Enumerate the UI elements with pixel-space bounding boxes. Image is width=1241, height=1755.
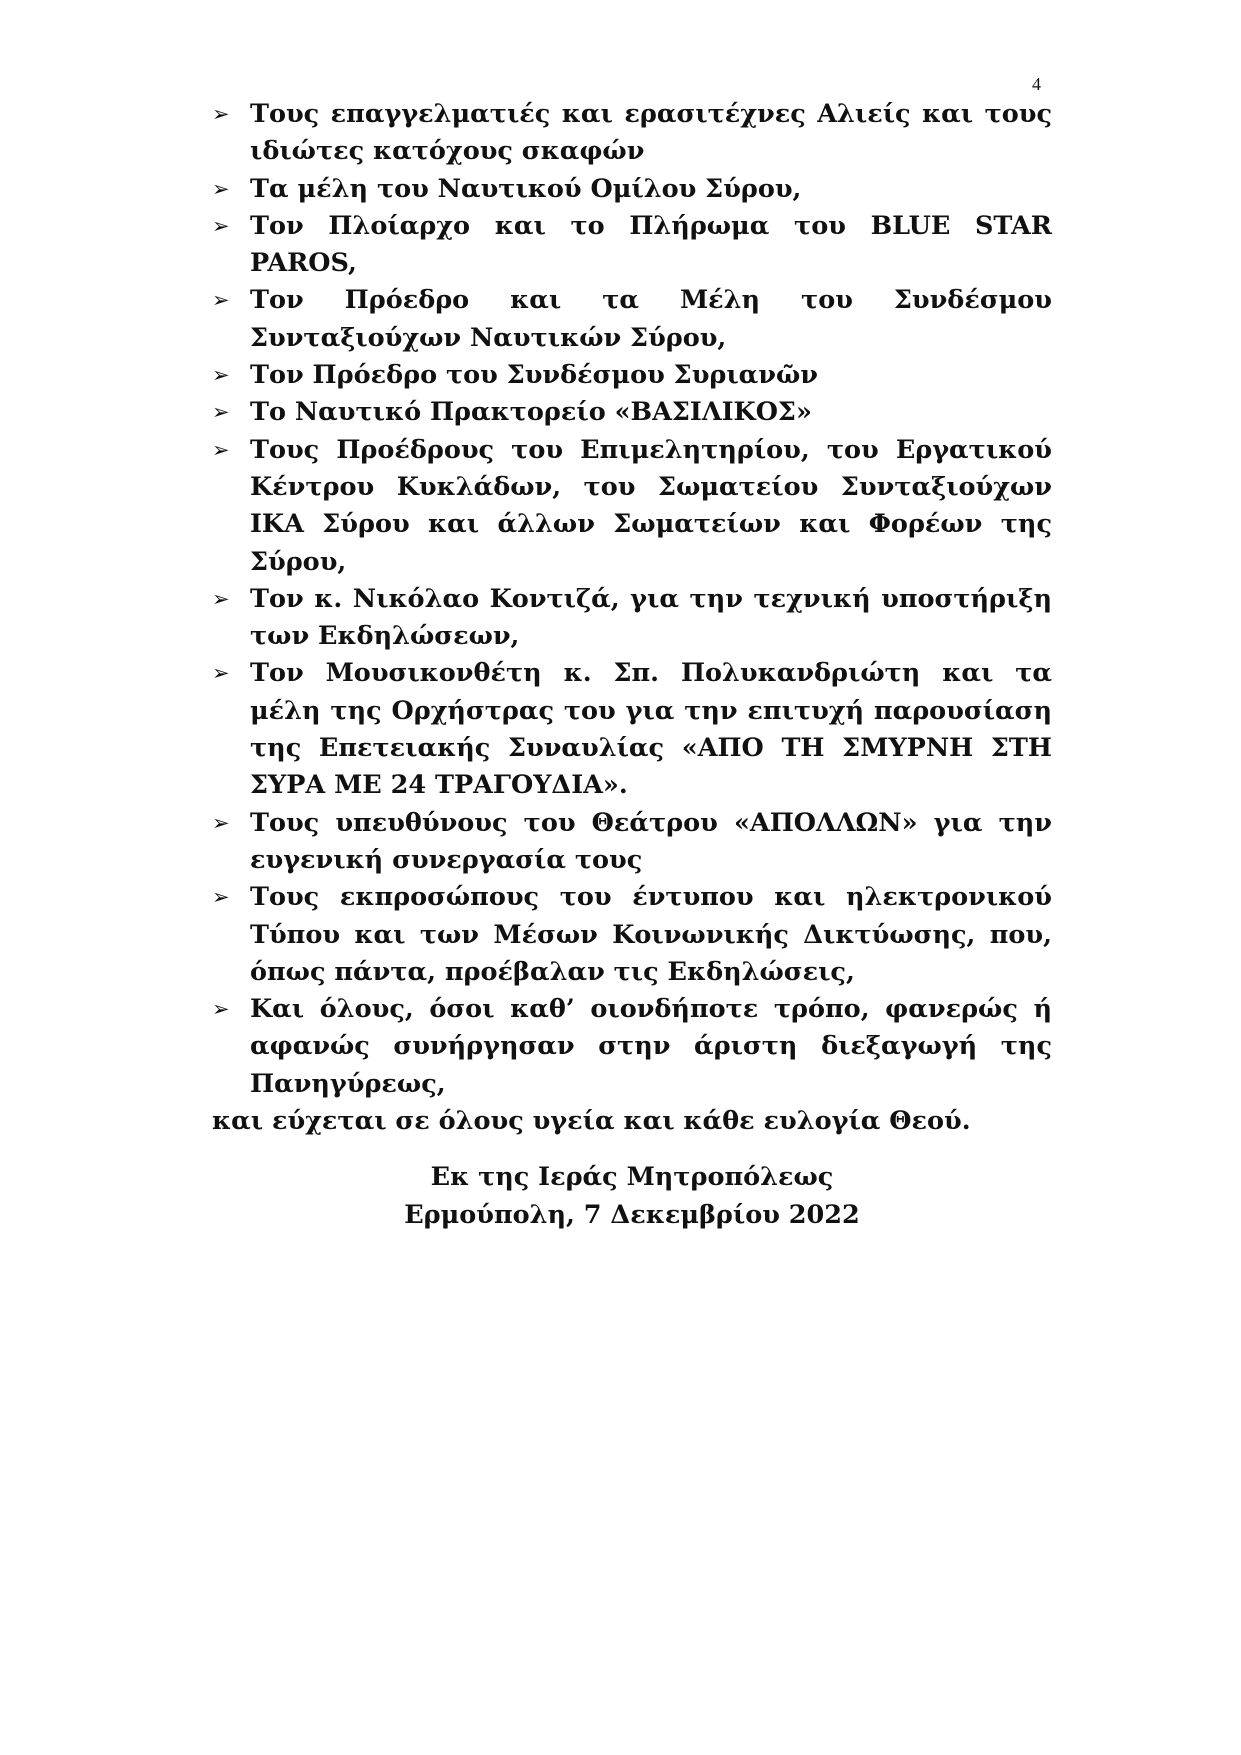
arrowhead-bullet-icon: ➢ xyxy=(212,885,230,910)
list-item-text: Τους επαγγελματιές και ερασιτέχνες Αλιείς και τους ιδιώτες κατόχους σκαφών xyxy=(250,99,1052,167)
list-item-text: Τους Προέδρους του Επιμελητηρίου, του Εργατικού Κέντρου Κυκλάδων, του Σωματείου Συνταξιούχων ΙΚΑ Σύρου και άλλων Σωματείων και Φορέων της Σύρου, xyxy=(250,434,1052,577)
list-item xyxy=(212,96,1052,171)
arrowhead-bullet-icon: ➢ xyxy=(212,400,230,425)
signature-place-date: Ερμούπολη, 7 Δεκεμβρίου 2022 xyxy=(404,1200,860,1230)
list-item xyxy=(212,208,1052,283)
list-item xyxy=(212,171,1052,208)
closing-sentence: και εύχεται σε όλους υγεία και κάθε ευλογία Θεού. xyxy=(212,1106,971,1137)
arrowhead-bullet-icon: ➢ xyxy=(212,437,230,462)
list-item-text: Τον Μουσικονθέτη κ. Σπ. Πολυκανδριώτη και τα μέλη της Ορχήστρας του για την επιτυχή παρουσίαση της Επετειακής Συναυλίας «ΑΠΟ ΤΗ ΣΜΥΡΝΗ ΣΤΗ ΣΥΡΑ ΜΕ 24 ΤΡΑΓΟΥΔΙΑ». xyxy=(250,658,1052,801)
arrowhead-bullet-icon: ➢ xyxy=(212,586,230,611)
signature-block xyxy=(212,1158,1052,1234)
arrowhead-bullet-icon: ➢ xyxy=(212,213,230,238)
arrowhead-bullet-icon: ➢ xyxy=(212,997,230,1022)
arrowhead-bullet-icon: ➢ xyxy=(212,810,230,835)
list-item xyxy=(212,357,1052,394)
list-item xyxy=(212,432,1052,581)
list-item-text: Τα μέλη του Ναυτικού Ομίλου Σύρου, xyxy=(250,173,802,204)
list-item-text: Τον Πλοίαρχο και το Πλήρωμα του BLUE STAR PAROS, xyxy=(250,210,1052,279)
arrowhead-bullet-icon: ➢ xyxy=(212,288,230,313)
list-item xyxy=(212,581,1052,656)
arrowhead-bullet-icon: ➢ xyxy=(212,176,230,201)
signature-issuer: Εκ της Ιεράς Μητροπόλεως xyxy=(430,1162,834,1192)
list-item xyxy=(212,805,1052,880)
list-item xyxy=(212,394,1052,431)
list-item xyxy=(212,991,1052,1103)
page-number: 4 xyxy=(1032,74,1041,94)
arrowhead-bullet-icon: ➢ xyxy=(212,363,230,388)
list-item-text: Και όλους, όσοι καθ’ οιονδήποτε τρόπο, φανερώς ή αφανώς συνήργησαν στην άριστη διεξαγωγή της Πανηγύρεως, xyxy=(250,994,1052,1099)
acknowledgement-list xyxy=(212,96,1052,1103)
list-item xyxy=(212,282,1052,357)
list-item-text: Τους υπευθύνους του Θεάτρου «ΑΠΟΛΛΩΝ» για την ευγενική συνεργασία τους xyxy=(250,807,1052,875)
list-item-text: Τον Πρόεδρο και τα Μέλη του Συνδέσμου Συνταξιούχων Ναυτικών Σύρου, xyxy=(250,285,1052,353)
list-item-text: Τους εκπροσώπους του έντυπου και ηλεκτρονικού Τύπου και των Μέσων Κοινωνικής Δικτύωσης, που, όπως πάντα, προέβαλαν τις Εκδηλώσεις, xyxy=(250,882,1052,987)
arrowhead-bullet-icon: ➢ xyxy=(212,661,230,686)
list-item-text: Τον Πρόεδρο του Συνδέσμου Συριανῶν xyxy=(250,360,818,391)
arrowhead-bullet-icon: ➢ xyxy=(212,102,230,126)
list-item-text: Τον κ. Νικόλαο Κοντιζά, για την τεχνική υποστήριξη των Εκδηλώσεων, xyxy=(250,583,1052,652)
list-item xyxy=(212,655,1052,804)
letter-body xyxy=(212,96,1052,1140)
list-item-text: Το Ναυτικό Πρακτορείο «ΒΑΣΙΛΙΚΟΣ» xyxy=(250,397,812,428)
list-item xyxy=(212,879,1052,991)
